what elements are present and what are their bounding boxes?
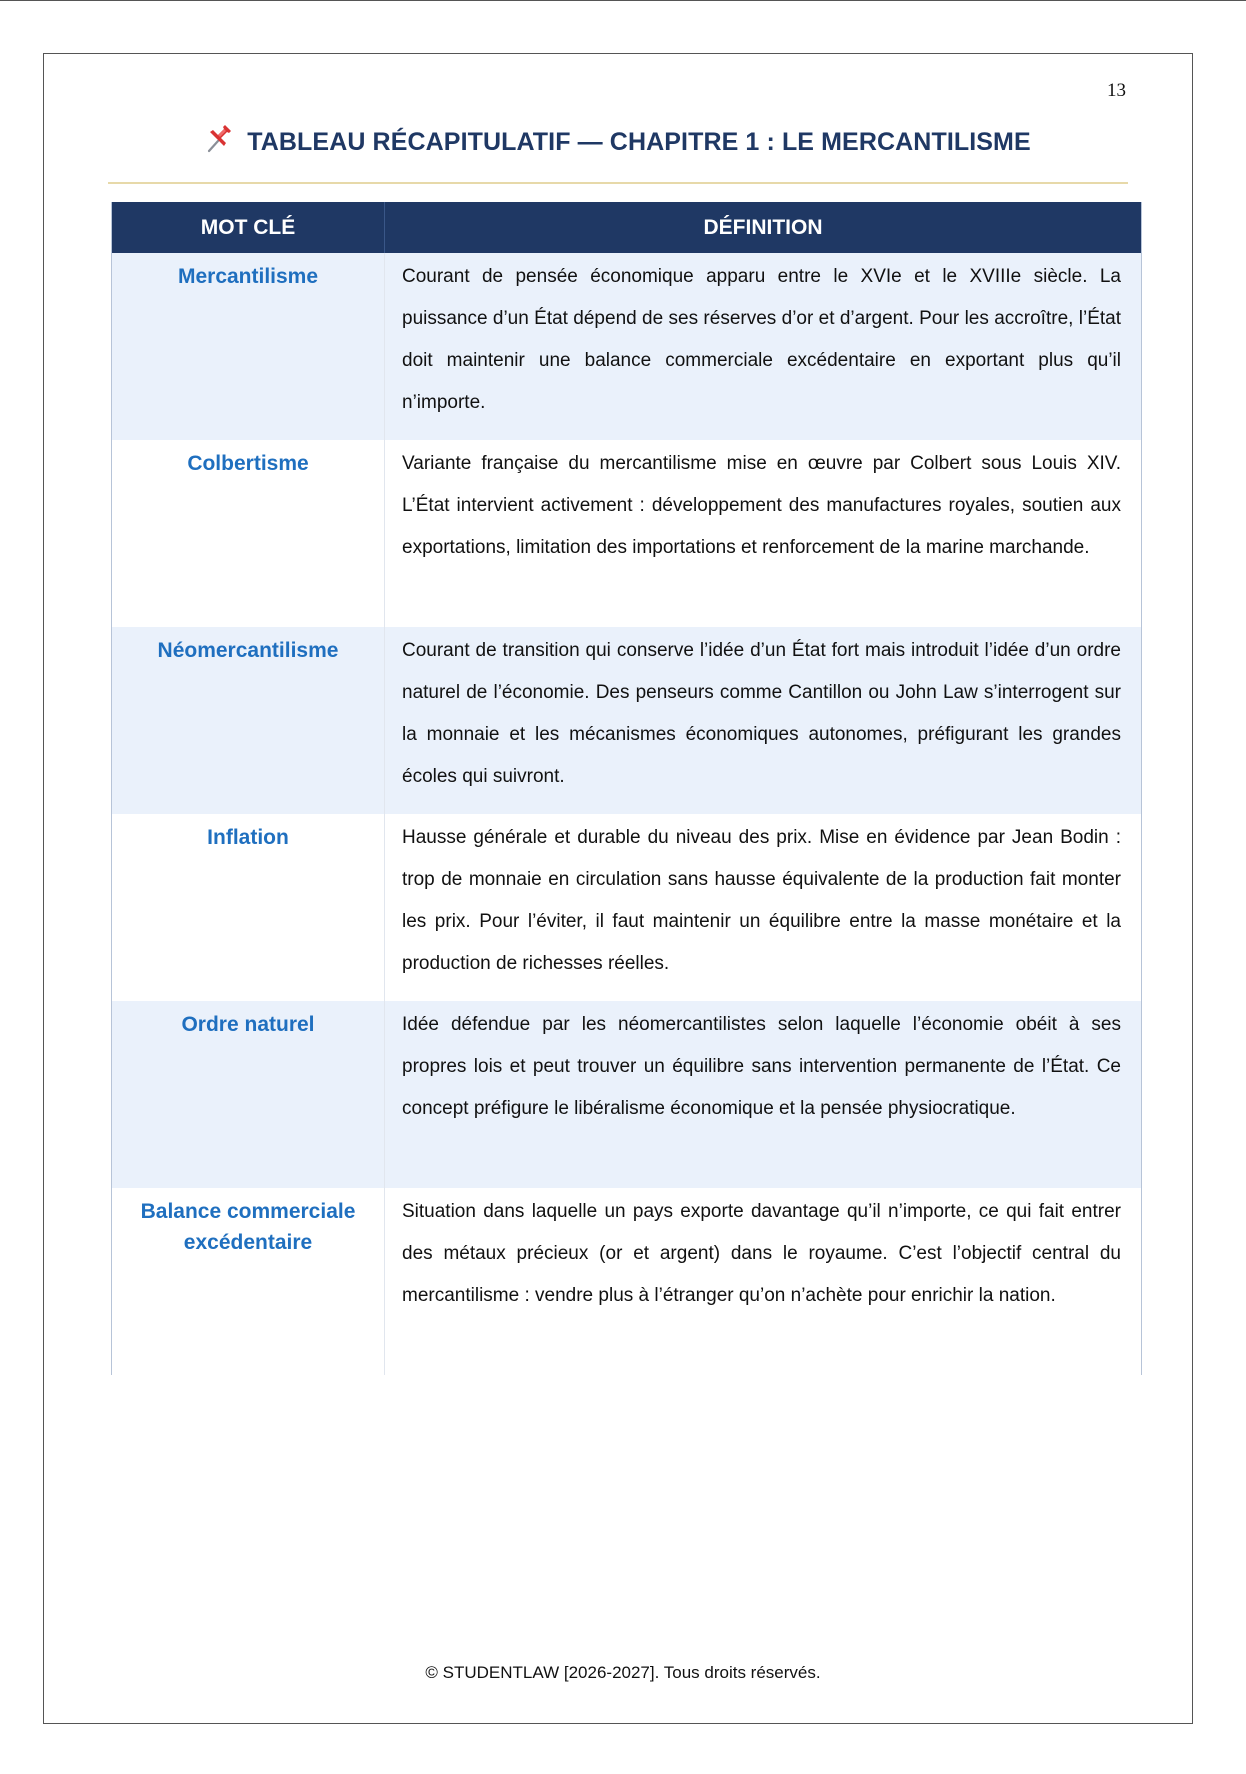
- table-header-row: [112, 202, 1142, 253]
- keyword-cell: Néomercantilisme: [112, 627, 385, 814]
- definition-cell: Idée défendue par les néomercantilistes selon laquelle l’économie obéit à ses propres lois et peut trouver un équilibre sans intervention permanente de l’État. Ce concept préfigure le libéralisme économique et la pensée physiocratique.: [385, 1001, 1142, 1188]
- copyright-footer: © STUDENTLAW [2026-2027]. Tous droits réservés.: [425, 1663, 821, 1682]
- table-row: [112, 814, 1142, 1001]
- definition-cell: Hausse générale et durable du niveau des prix. Mise en évidence par Jean Bodin : trop de monnaie en circulation sans hausse équivalente de la production fait monter les prix. Pour l’éviter, il faut maintenir un équilibre entre la masse monétaire et la production de richesses réelles.: [385, 814, 1142, 1001]
- keyword-cell: Mercantilisme: [112, 253, 385, 440]
- definition-cell: Courant de transition qui conserve l’idée d’un État fort mais introduit l’idée d’un ordre naturel de l’économie. Des penseurs comme Cantillon ou John Law s’interrogent sur la monnaie et les mécanismes économiques autonomes, préfigurant les grandes écoles qui suivront.: [385, 627, 1142, 814]
- keyword-cell: Ordre naturel: [112, 1001, 385, 1188]
- table-row: [112, 1188, 1142, 1375]
- page-title: [108, 125, 1128, 157]
- title-underline: [108, 182, 1128, 184]
- recap-table: [111, 202, 1142, 1375]
- table-row: [112, 253, 1142, 440]
- table-row: [112, 1001, 1142, 1188]
- top-edge-rule: [0, 0, 1246, 1]
- keyword-cell: Colbertisme: [112, 440, 385, 627]
- page-number: 13: [1107, 80, 1126, 101]
- header-keyword: MOT CLÉ: [112, 202, 385, 253]
- keyword-cell: Inflation: [112, 814, 385, 1001]
- definition-cell: Situation dans laquelle un pays exporte davantage qu’il n’importe, ce qui fait entrer des métaux précieux (or et argent) dans le royaume. C’est l’objectif central du mercantilisme : vendre plus à l’étranger qu’on n’achète pour enrichir la nation.: [385, 1188, 1142, 1375]
- keyword-cell: Balance commerciale excédentaire: [112, 1188, 385, 1375]
- pushpin-icon: [205, 125, 235, 153]
- table-row: [112, 440, 1142, 627]
- title-text: TABLEAU RÉCAPITULATIF — CHAPITRE 1 : LE MERCANTILISME: [247, 128, 1031, 156]
- definition-cell: Courant de pensée économique apparu entre le XVIe et le XVIIIe siècle. La puissance d’un État dépend de ses réserves d’or et d’argent. Pour les accroître, l’État doit maintenir une balance commerciale excédentaire en exportant plus qu’il n’importe.: [385, 253, 1142, 440]
- definition-cell: Variante française du mercantilisme mise en œuvre par Colbert sous Louis XIV. L’État intervient activement : développement des manufactures royales, soutien aux exportations, limitation des importations et renforcement de la marine marchande.: [385, 440, 1142, 627]
- table-row: [112, 627, 1142, 814]
- header-definition: DÉFINITION: [385, 202, 1142, 253]
